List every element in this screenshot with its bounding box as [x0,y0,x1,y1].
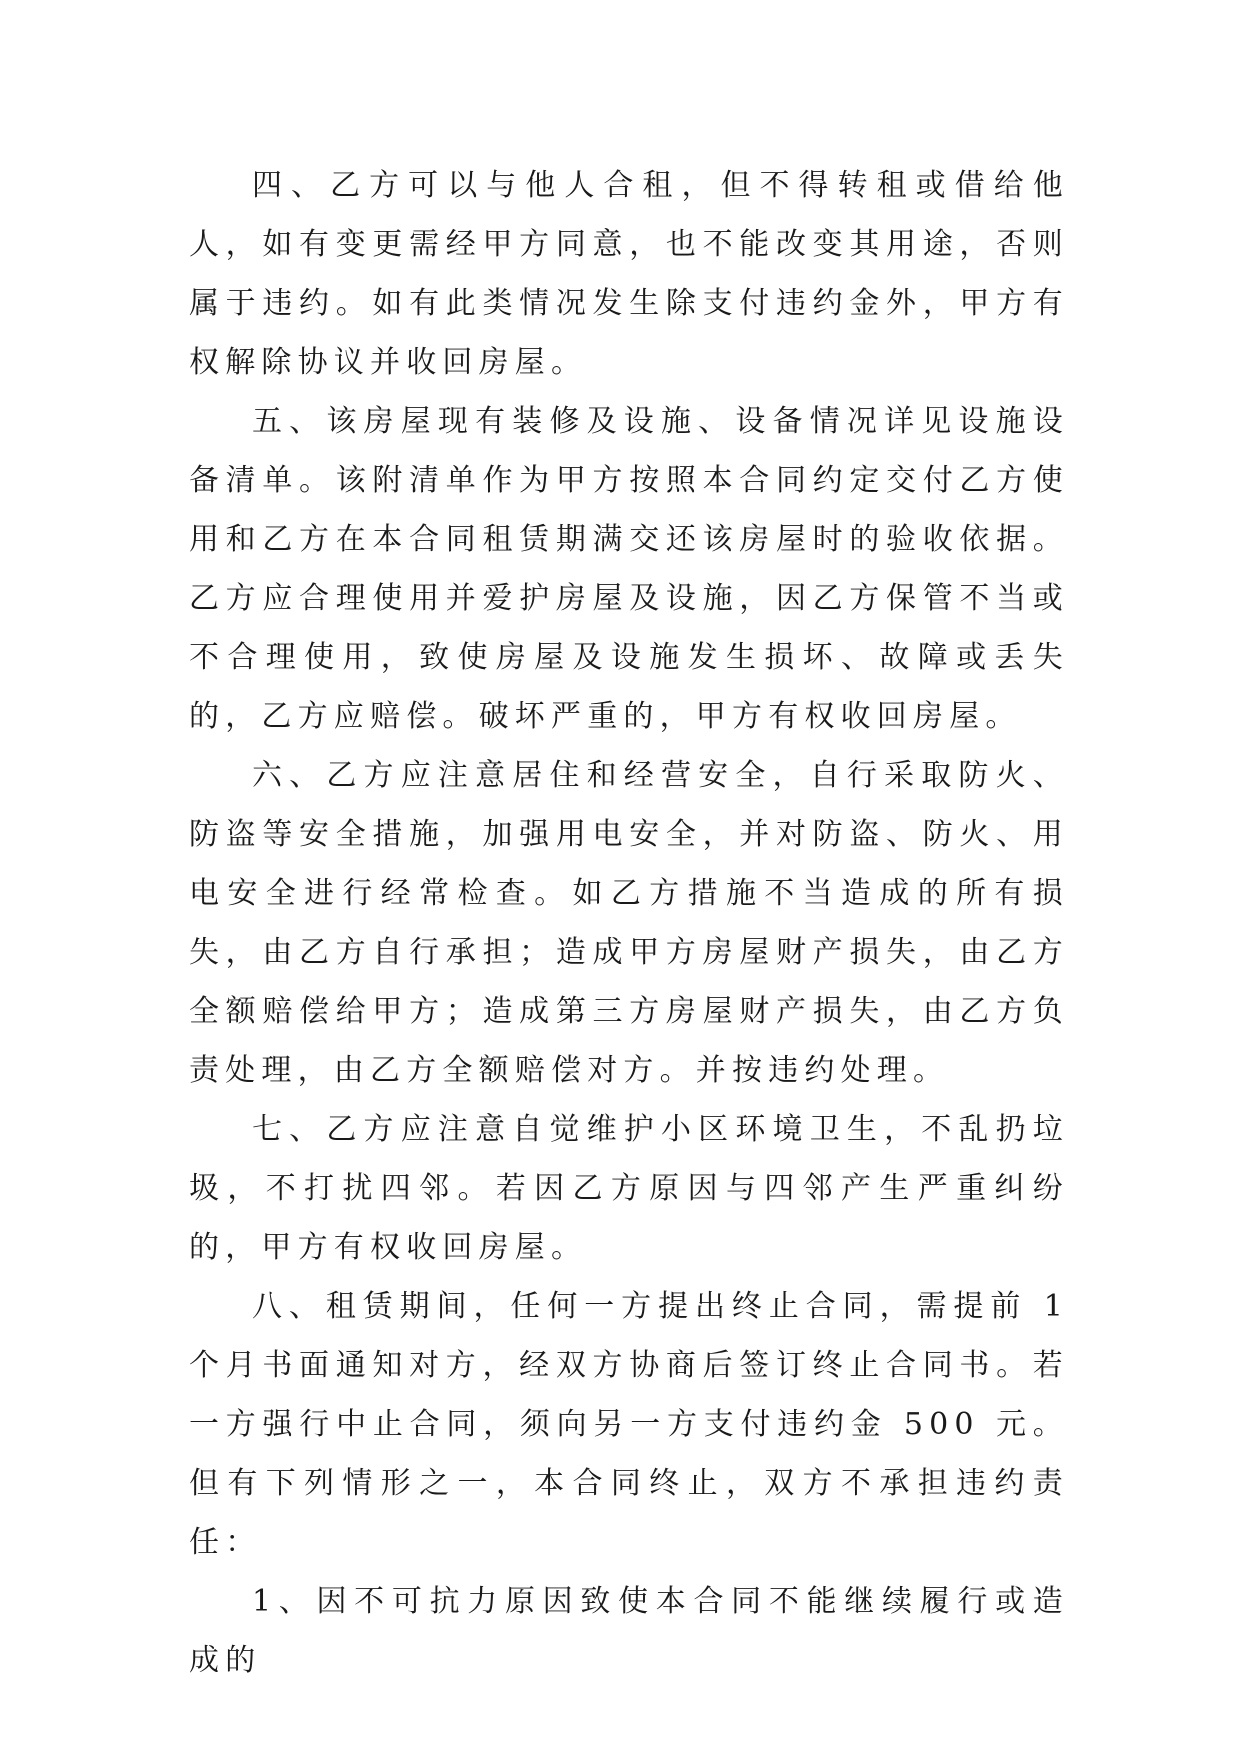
clause-4-paragraph: 四、乙方可以与他人合租，但不得转租或借给他人，如有变更需经甲方同意，也不能改变其用途，否则属于违约。如有此类情况发生除支付违约金外，甲方有权解除协议并收回房屋。 [189,168,1069,380]
clause-6-paragraph: 六、乙方应注意居住和经营安全，自行采取防火、防盗等安全措施，加强用电安全，并对防盗、防火、用电安全进行经常检查。如乙方措施不当造成的所有损失，由乙方自行承担；造成甲方房屋财产损失，由乙方全额赔偿给甲方；造成第三方房屋财产损失，由乙方负责处理，由乙方全额赔偿对方。并按违约处理。 [189,758,1069,1088]
clause-8-paragraph: 八、租赁期间，任何一方提出终止合同，需提前 1 个月书面通知对方，经双方协商后签订终止合同书。若一方强行中止合同，须向另一方支付违约金 500 元。但有下列情形之一，本合同终止，双方不承担违约责任： [189,1289,1069,1560]
document-body [189,156,1069,1690]
clause-8-item-1-paragraph: 1、因不可抗力原因致使本合同不能继续履行或造成的 [189,1584,1069,1678]
clause-7-paragraph: 七、乙方应注意自觉维护小区环境卫生，不乱扔垃圾，不打扰四邻。若因乙方原因与四邻产生严重纠纷的，甲方有权收回房屋。 [189,1112,1069,1265]
clause-5-paragraph: 五、该房屋现有装修及设施、设备情况详见设施设备清单。该附清单作为甲方按照本合同约定交付乙方使用和乙方在本合同租赁期满交还该房屋时的验收依据。乙方应合理使用并爱护房屋及设施，因乙方保管不当或不合理使用，致使房屋及设施发生损坏、故障或丢失的，乙方应赔偿。破坏严重的，甲方有权收回房屋。 [189,404,1069,734]
